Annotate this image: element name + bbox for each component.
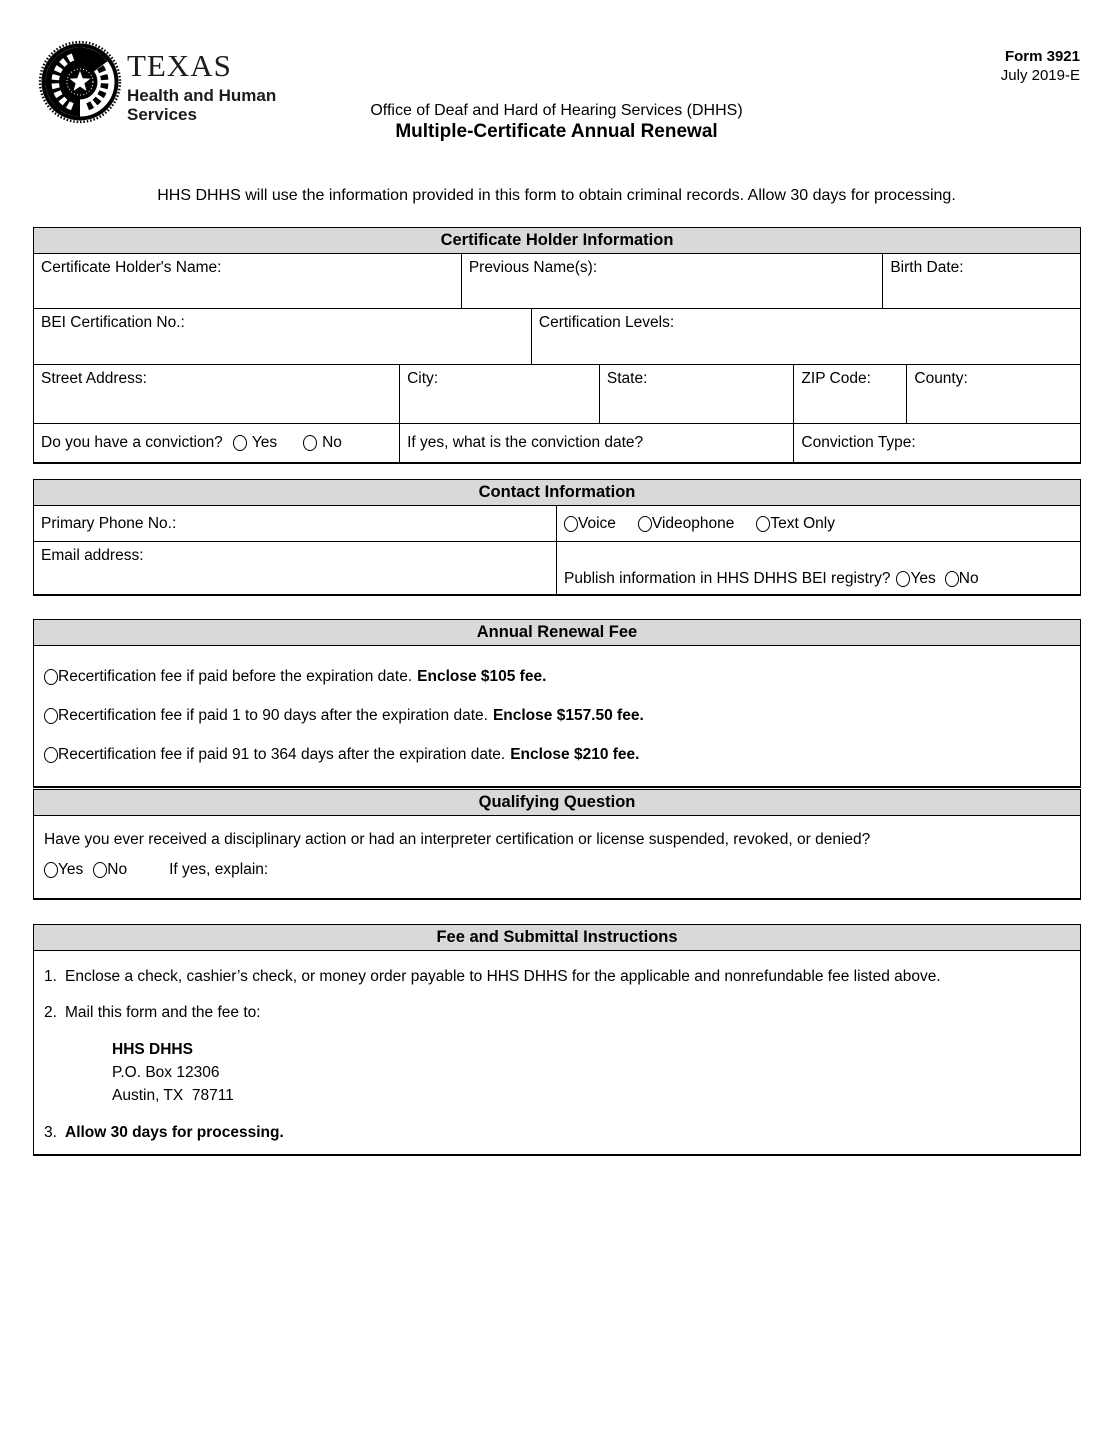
table-row (34, 542, 1080, 594)
conviction-no-radio[interactable] (303, 435, 317, 451)
qualifying-no-radio[interactable] (93, 862, 107, 878)
instruction-item-3 (44, 1121, 1070, 1144)
county-field[interactable] (907, 365, 1080, 423)
contact-section (33, 479, 1081, 596)
qualifying-no-label: No (107, 861, 128, 878)
county-label: County: (914, 370, 968, 387)
email-field[interactable] (34, 542, 557, 594)
conviction-question-label: Do you have a conviction? (41, 434, 223, 451)
primary-phone-field[interactable] (34, 506, 557, 541)
mailing-address-name: HHS DHHS (112, 1041, 193, 1058)
table-row (34, 506, 1080, 542)
form-revision: July 2019-E (1000, 67, 1080, 84)
instructions-section (33, 924, 1081, 1156)
zip-code-label: ZIP Code: (801, 370, 871, 387)
phone-type-cell (557, 506, 1080, 541)
birth-date-field[interactable] (883, 254, 1080, 308)
fee-option-row (44, 668, 1070, 686)
qualifying-yes-label: Yes (58, 861, 84, 878)
publish-yes-label: Yes (910, 570, 936, 587)
conviction-date-field[interactable] (400, 424, 794, 462)
qualifying-question-header: Qualifying Question (34, 790, 1080, 816)
text-only-label: Text Only (770, 514, 835, 532)
email-label: Email address: (41, 547, 144, 564)
text-only-radio[interactable] (756, 516, 770, 532)
annual-renewal-fee-header: Annual Renewal Fee (34, 620, 1080, 646)
instruction-2-number: 2. (44, 1004, 57, 1021)
voice-radio[interactable] (564, 516, 578, 532)
fee-option-amount: Enclose $210 fee. (510, 746, 640, 763)
conviction-question-cell (34, 424, 400, 462)
state-field[interactable] (600, 365, 795, 423)
table-row (34, 309, 1080, 365)
publish-registry-label: Publish information in HHS DHHS BEI registry? (564, 570, 891, 587)
instruction-1-text: Enclose a check, cashier’s check, or money order payable to HHS DHHS for the applicable and nonrefundable fee listed above. (65, 968, 941, 985)
logo-health-label: Health and Human (127, 86, 277, 105)
mailing-address-line2: Austin, TX 78711 (112, 1087, 234, 1104)
publish-yes-radio[interactable] (896, 571, 910, 587)
publish-registry-cell (557, 542, 1080, 594)
certificate-name-label: Certificate Holder's Name: (41, 259, 222, 276)
conviction-yes-label: Yes (251, 434, 278, 451)
previous-names-label: Previous Name(s): (468, 259, 598, 276)
qualifying-yes-radio[interactable] (44, 862, 58, 878)
fee-option-row (44, 746, 1070, 764)
instructions-header: Fee and Submittal Instructions (34, 925, 1080, 951)
fee-option-row (44, 707, 1070, 725)
certificate-name-field[interactable] (34, 254, 462, 308)
zip-code-field[interactable] (794, 365, 907, 423)
form-number: Form 3921 (1004, 48, 1080, 65)
instruction-3-text: Allow 30 days for processing. (65, 1124, 284, 1141)
primary-phone-label: Primary Phone No.: (41, 514, 177, 532)
fee-option-text: Recertification fee if paid 91 to 364 days after the expiration date. (58, 746, 506, 763)
publish-no-radio[interactable] (945, 571, 959, 587)
contact-section-header: Contact Information (34, 480, 1080, 506)
instruction-1-number: 1. (44, 968, 57, 985)
mailing-address (112, 1038, 1070, 1107)
bei-certification-no-label: BEI Certification No.: (41, 314, 185, 331)
street-address-field[interactable] (34, 365, 400, 423)
instruction-3-number: 3. (44, 1124, 57, 1141)
annual-renewal-fee-section (33, 619, 1081, 788)
office-subtitle: Office of Deaf and Hard of Hearing Services (DHHS) (370, 102, 743, 119)
logo-texas-label: TEXAS (127, 48, 232, 83)
mailing-address-line1: P.O. Box 12306 (112, 1064, 220, 1081)
conviction-date-label: If yes, what is the conviction date? (407, 434, 644, 451)
state-label: State: (606, 370, 648, 387)
form-meta (1001, 47, 1080, 85)
certification-levels-label: Certification Levels: (538, 314, 675, 331)
qualifying-question-text: Have you ever received a disciplinary action or had an interpreter certification or license suspended, revoked, or denied? (44, 831, 871, 848)
bei-certification-no-field[interactable] (34, 309, 532, 364)
instruction-item-1 (44, 965, 1070, 988)
fee-1-90-days-radio[interactable] (44, 708, 58, 724)
videophone-radio[interactable] (638, 516, 652, 532)
fee-91-364-days-radio[interactable] (44, 747, 58, 763)
voice-label: Voice (578, 514, 616, 532)
previous-names-field[interactable] (462, 254, 884, 308)
certificate-holder-section-header: Certificate Holder Information (34, 228, 1080, 254)
certificate-holder-section (33, 227, 1081, 464)
certification-levels-field[interactable] (532, 309, 1080, 364)
intro-text: HHS DHHS will use the information provided in this form to obtain criminal records. Allow 30 days for processing. (157, 187, 956, 204)
qualifying-explain-label: If yes, explain: (169, 861, 269, 878)
qualifying-answer-row (44, 861, 1070, 879)
videophone-label: Videophone (651, 514, 735, 532)
qualifying-body (34, 816, 1080, 898)
fee-option-text: Recertification fee if paid before the expiration date. (58, 668, 413, 685)
conviction-type-label: Conviction Type: (801, 434, 916, 451)
table-row (34, 424, 1080, 462)
city-label: City: (407, 370, 439, 387)
fee-option-text: Recertification fee if paid 1 to 90 days after the expiration date. (58, 707, 488, 724)
conviction-no-label: No (322, 434, 342, 451)
street-address-label: Street Address: (41, 370, 147, 387)
fee-option-amount: Enclose $157.50 fee. (492, 707, 644, 724)
fee-options-body (34, 646, 1080, 786)
logo-services-label: Services (127, 105, 197, 124)
city-field[interactable] (400, 365, 600, 423)
birth-date-label: Birth Date: (890, 259, 964, 276)
conviction-yes-radio[interactable] (233, 435, 247, 451)
publish-no-label: No (958, 570, 979, 587)
instructions-body (34, 951, 1080, 1154)
table-row (34, 254, 1080, 309)
fee-before-expiration-radio[interactable] (44, 669, 58, 685)
instruction-item-2 (44, 1001, 1070, 1024)
qualifying-question-section (33, 789, 1081, 900)
conviction-type-field[interactable] (794, 424, 1080, 462)
instruction-2-text: Mail this form and the fee to: (65, 1004, 261, 1021)
table-row (34, 365, 1080, 424)
page-title: Multiple-Certificate Annual Renewal (395, 121, 718, 142)
fee-option-amount: Enclose $105 fee. (417, 668, 547, 685)
